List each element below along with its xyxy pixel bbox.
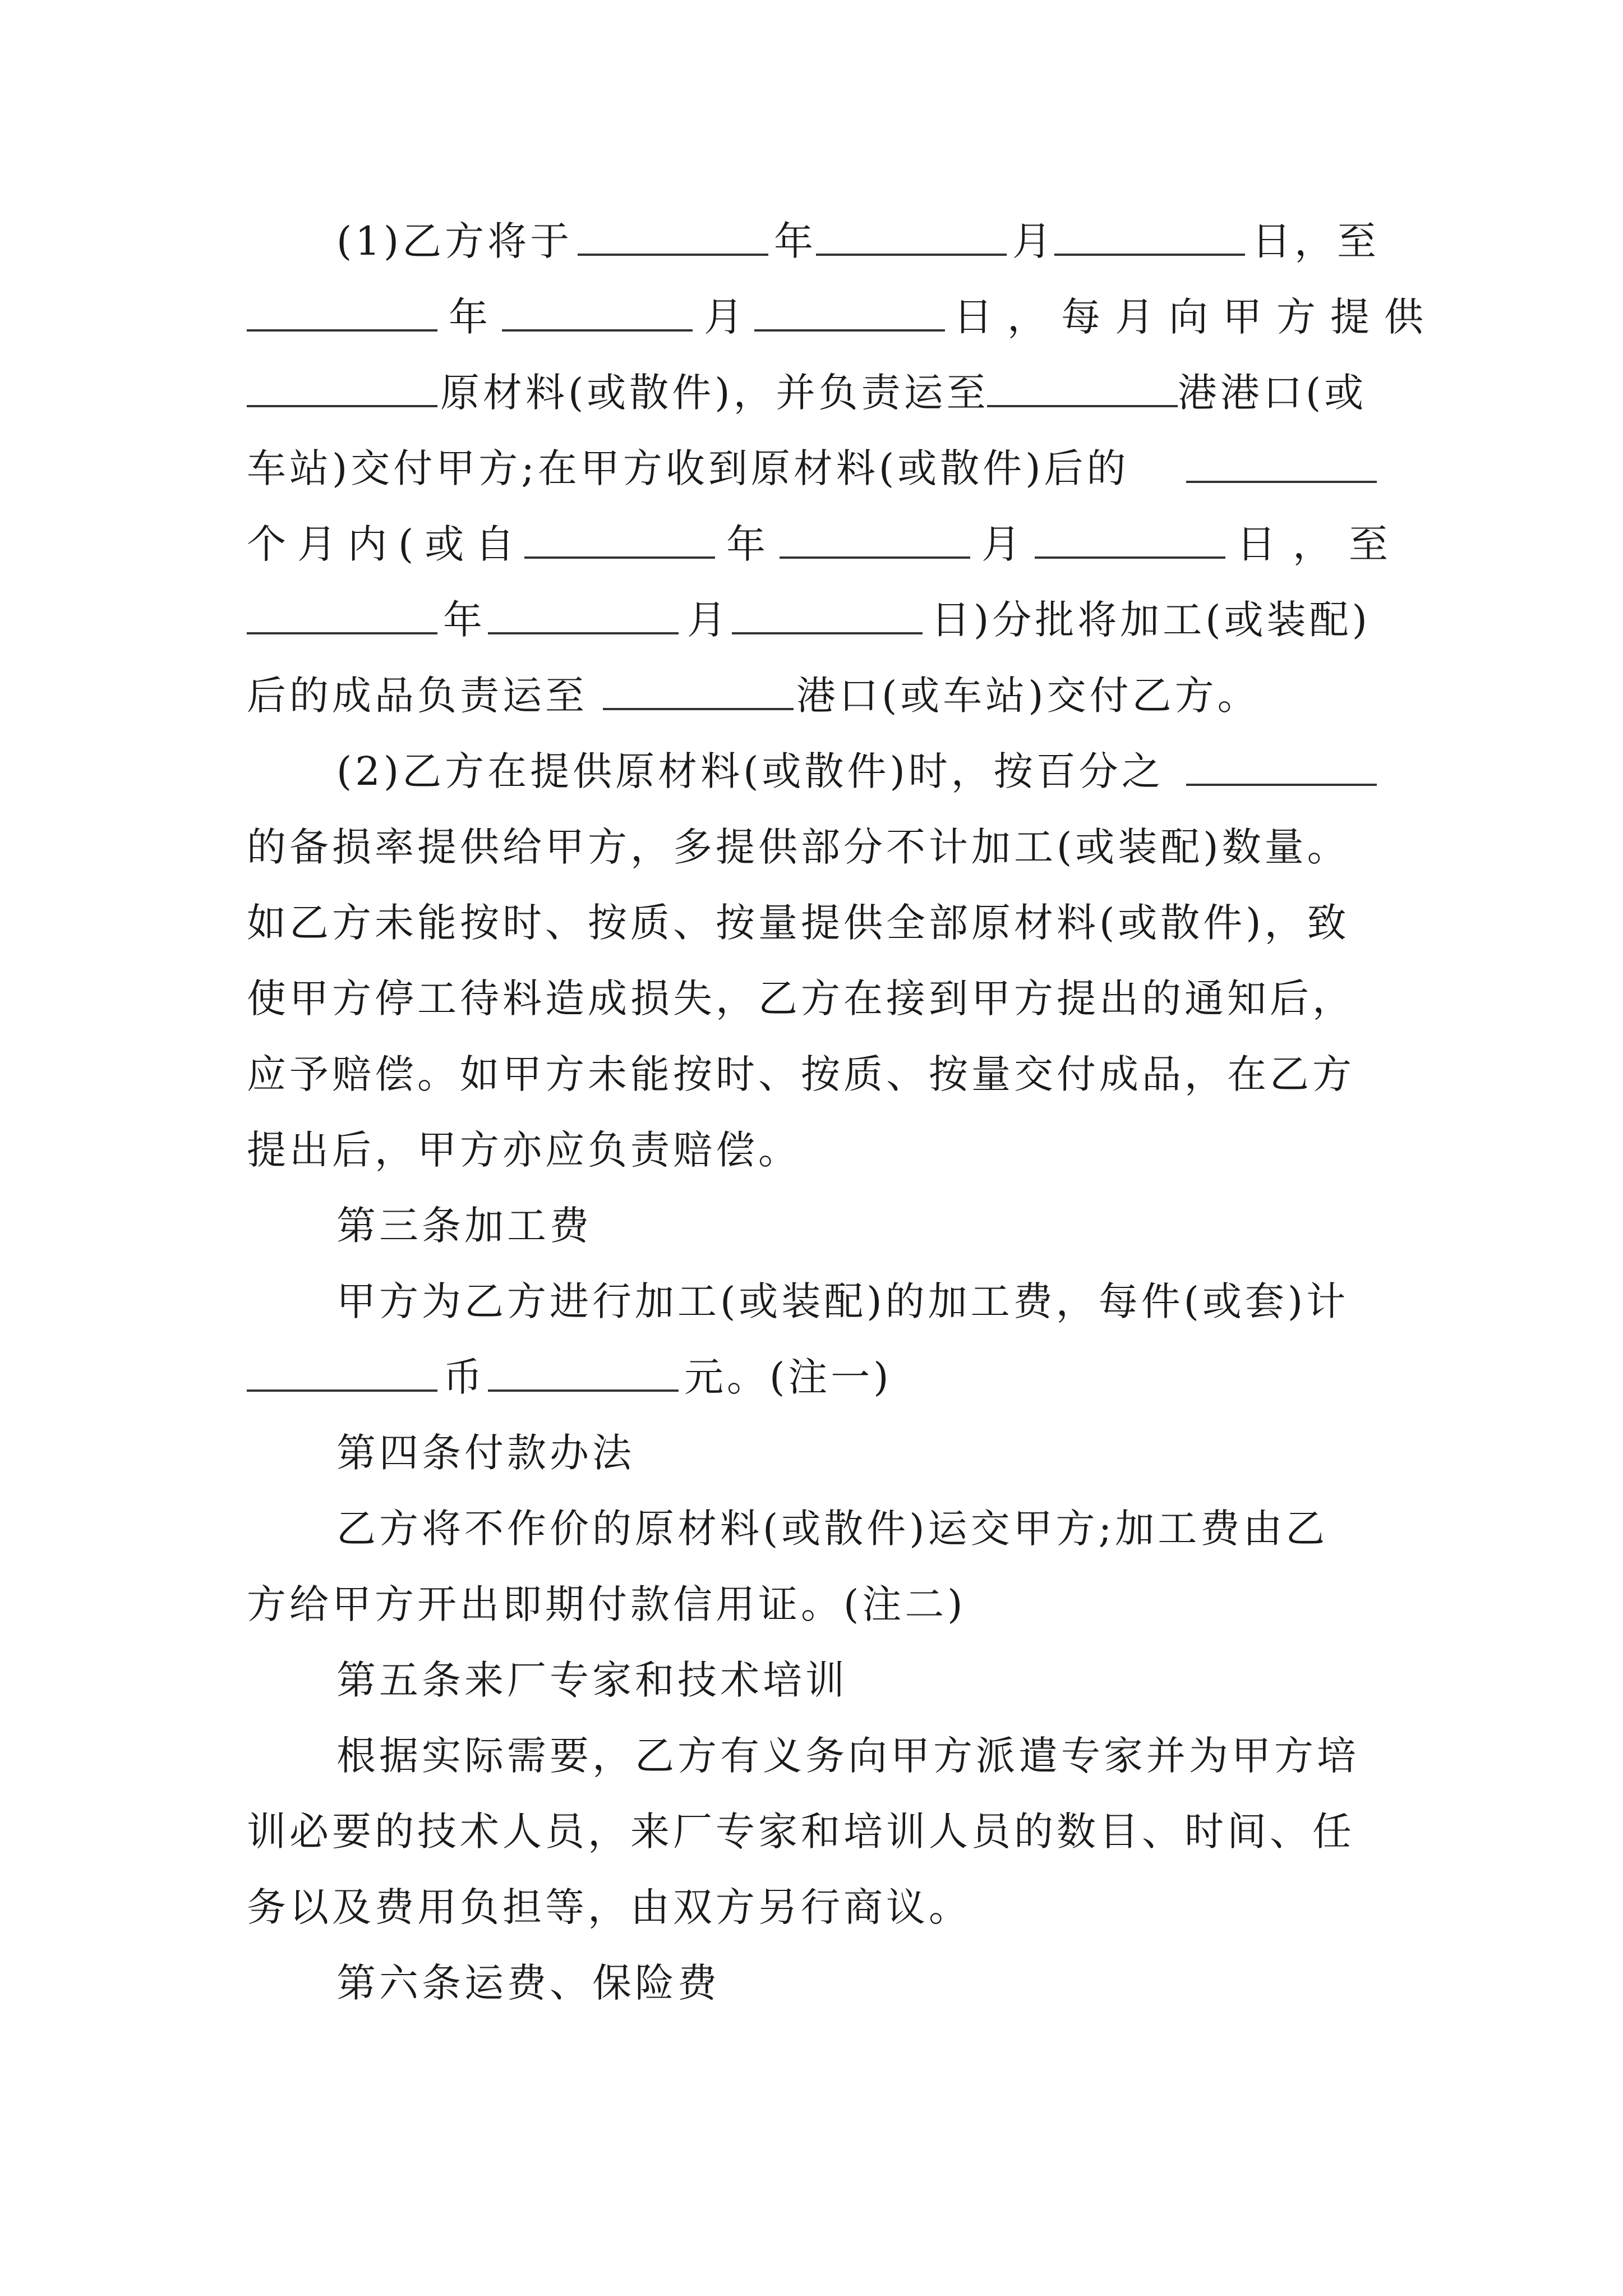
text-segment: 务以及费用负担等，由双方另行商议。 [247,1884,971,1930]
fill-blank [247,405,437,407]
fill-blank [1186,784,1377,786]
text-line [0,668,1623,724]
text-line [0,1273,1623,1329]
text-segment: 第四条付款办法 [336,1430,635,1476]
text-segment: 方给甲方开出即期付款信用证。(注二) [247,1581,966,1627]
section-heading [0,1652,1623,1708]
fill-blank [524,556,715,559]
text-segment: 原材料(或散件)，并负责运至 [440,370,989,416]
text-segment: 如乙方未能按时、按质、按量提供全部原材料(或散件)，致 [247,900,1350,946]
fill-blank [1186,481,1377,483]
text-segment: 第六条运费、保险费 [336,1960,720,2006]
text-segment: 港港口(或 [1178,370,1367,416]
text-segment: 月 [981,521,1024,567]
text-line [0,895,1623,951]
text-line [0,516,1623,572]
text-line [0,592,1623,648]
text-segment: 年 [726,521,769,567]
text-line [0,1349,1623,1405]
text-segment: 车站)交付甲方;在甲方收到原材料(或散件)后的 [247,445,1129,491]
text-segment: 月 [704,294,746,340]
text-segment: 提出后，甲方亦应负责赔偿。 [247,1127,801,1173]
text-segment: 日，至 [1252,218,1380,264]
fill-blank [1035,556,1225,559]
text-segment: 使甲方停工待料造成损失，乙方在接到甲方提出的通知后， [247,976,1355,1022]
fill-blank [502,329,693,332]
text-line [0,1803,1623,1860]
fill-blank [1054,254,1245,256]
text-segment: (2)乙方在提供原材料(或散件)时，按百分之 [336,748,1164,794]
fill-blank [488,1389,679,1392]
text-segment: 月 [1012,218,1055,264]
text-segment: 年 [443,597,486,643]
text-segment: 港口(或车站)交付乙方。 [796,673,1260,719]
text-segment: (1)乙方将于 [336,218,573,264]
text-segment: 应予赔偿。如甲方未能按时、按质、按量交付成品，在乙方 [247,1051,1355,1097]
fill-blank [603,708,794,710]
fill-blank [780,556,970,559]
section-heading [0,1425,1623,1481]
section-heading [0,1955,1623,2011]
text-segment: 后的成品负责运至 [247,673,588,719]
fill-blank [247,329,437,332]
text-line [0,365,1623,421]
fill-blank [987,405,1178,407]
fill-blank [816,254,1007,256]
text-segment: 训必要的技术人员，来厂专家和培训人员的数目、时间、任 [247,1809,1355,1855]
fill-blank [247,632,437,634]
text-line [0,289,1623,345]
text-line [0,970,1623,1027]
text-line [0,1046,1623,1102]
text-line [0,743,1623,799]
text-line [0,819,1623,875]
text-line [0,440,1623,496]
text-segment: 日，至 [1237,521,1405,567]
text-segment: 的备损率提供给甲方，多提供部分不计加工(或装配)数量。 [247,824,1350,870]
text-line [0,1501,1623,1557]
text-segment: 甲方为乙方进行加工(或装配)的加工费，每件(或套)计 [336,1278,1349,1324]
text-segment: 日，每月向甲方提供 [953,294,1438,340]
text-segment: 月 [687,597,730,643]
text-segment: 年 [449,294,491,340]
fill-blank [754,329,945,332]
fill-blank [578,254,768,256]
text-segment: 第三条加工费 [336,1203,592,1249]
text-line [0,213,1623,269]
text-line [0,1728,1623,1784]
text-segment: 根据实际需要，乙方有义务向甲方派遣专家并为甲方培 [336,1733,1359,1779]
text-segment: 元。(注一) [684,1354,892,1400]
text-segment: 第五条来厂专家和技术培训 [336,1657,848,1703]
text-line [0,1122,1623,1178]
fill-blank [732,632,923,634]
text-segment: 日)分批将加工(或装配) [931,597,1371,643]
text-line [0,1879,1623,1935]
fill-blank [488,632,679,634]
text-line [0,1576,1623,1632]
text-segment: 乙方将不作价的原材料(或散件)运交甲方;加工费由乙 [336,1506,1329,1552]
section-heading [0,1198,1623,1254]
fill-blank [247,1389,437,1392]
text-segment: 个月内(或自 [247,521,526,567]
text-segment: 年 [774,218,817,264]
text-segment: 币 [443,1354,486,1400]
